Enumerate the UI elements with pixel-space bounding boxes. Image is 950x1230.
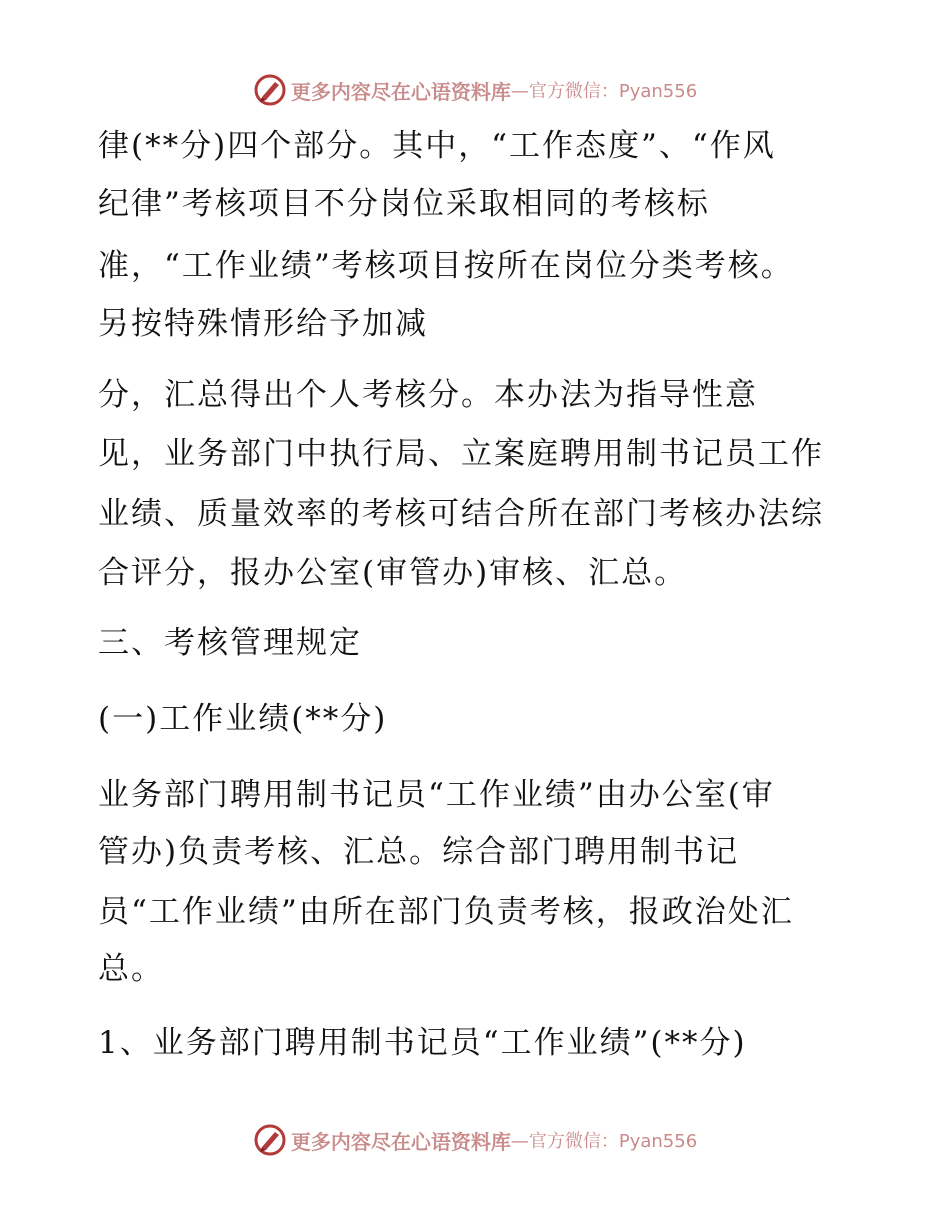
text-line: 律(**分)四个部分。其中，“工作态度”、“作风 bbox=[98, 128, 776, 164]
section-heading: 三、考核管理规定 bbox=[98, 625, 362, 661]
footer-banner bbox=[0, 1120, 950, 1160]
text-line: 管办)负责考核、汇总。综合部门聘用制书记 bbox=[98, 834, 740, 870]
pen-logo-icon bbox=[253, 1123, 287, 1157]
text-line: 另按特殊情形给予加减 bbox=[98, 306, 428, 342]
text-line: 分，汇总得出个人考核分。本办法为指导性意 bbox=[98, 377, 758, 413]
text-line: 员“工作业绩”由所在部门负责考核，报政治处汇 bbox=[98, 894, 794, 930]
list-item-heading: 1、业务部门聘用制书记员“工作业绩”(**分) bbox=[98, 1025, 747, 1061]
text-line: 业务部门聘用制书记员“工作业绩”由办公室(审 bbox=[98, 777, 775, 813]
banner-main-text: 更多内容尽在心语资料库 bbox=[290, 1129, 511, 1154]
text-line: 纪律”考核项目不分岗位采取相同的考核标 bbox=[98, 186, 710, 222]
banner-wechat-text: —官方微信：Pyan556 bbox=[510, 81, 698, 102]
text-line: 总。 bbox=[98, 951, 164, 987]
pen-logo-icon bbox=[253, 73, 287, 107]
text-line: 合评分，报办公室(审管办)审核、汇总。 bbox=[98, 555, 688, 591]
text-line: 见，业务部门中执行局、立案庭聘用制书记员工作 bbox=[98, 436, 824, 472]
text-line: 业绩、质量效率的考核可结合所在部门考核办法综 bbox=[98, 496, 824, 532]
banner-wechat-text: —官方微信：Pyan556 bbox=[510, 1131, 698, 1152]
banner-main-text: 更多内容尽在心语资料库 bbox=[290, 79, 511, 104]
text-line: 准，“工作业绩”考核项目按所在岗位分类考核。 bbox=[98, 248, 794, 284]
subsection-heading: (一)工作业绩(**分) bbox=[98, 701, 388, 737]
header-banner bbox=[0, 70, 950, 110]
